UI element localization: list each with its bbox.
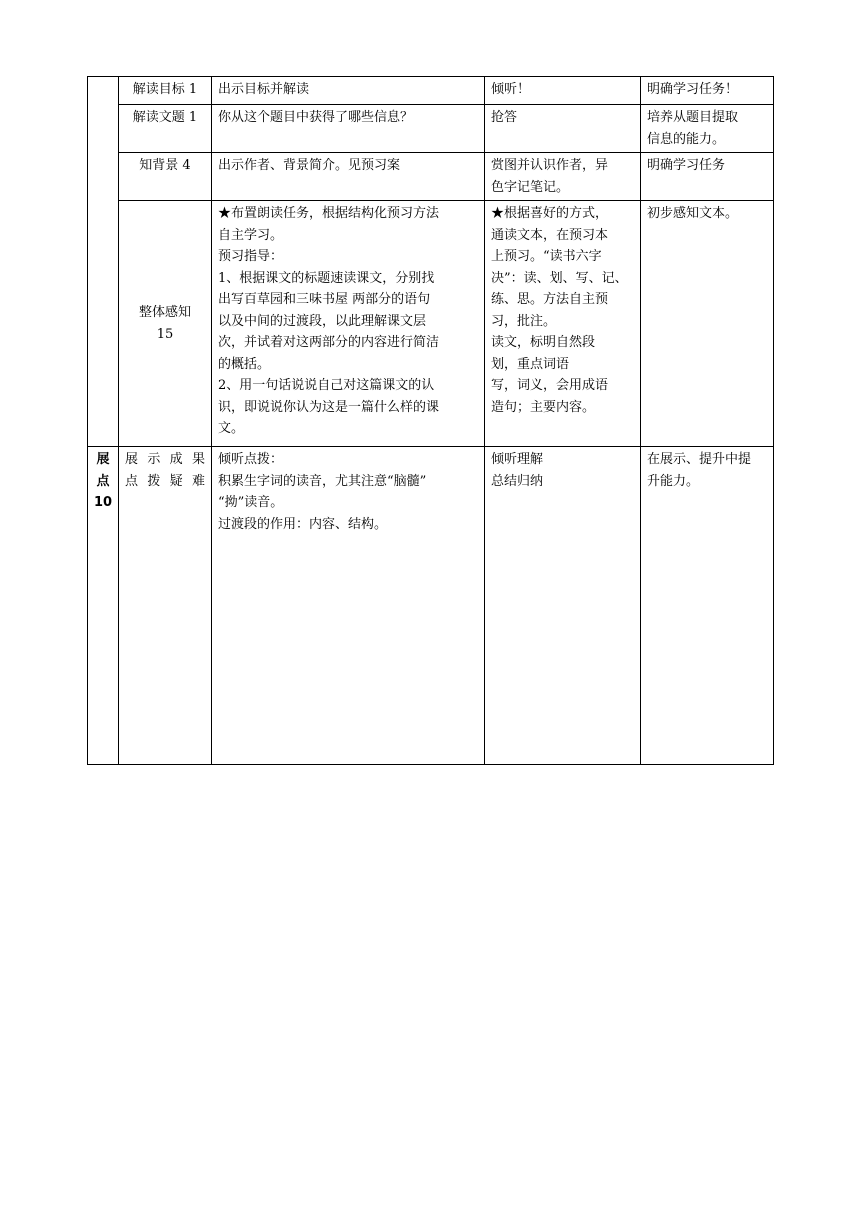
teacher-activity-text: 过渡段的作用：内容、结构。 xyxy=(218,516,388,532)
teacher-activity-cell xyxy=(212,201,485,447)
step-label: 知背景 4 xyxy=(139,158,191,173)
design-intent-text: 培养从题目提取 xyxy=(647,110,739,125)
stage-cell xyxy=(88,77,119,447)
teacher-activity-text: 积累生字词的读音，尤其注意“脑髓” xyxy=(218,473,427,489)
teacher-activity-text: 以及中间的过渡段，以此理解课文层 xyxy=(218,313,427,329)
student-activity-text: 抢答 xyxy=(491,110,518,125)
student-activity-text: 通读文本，在预习本 xyxy=(491,227,609,243)
teacher-activity-text: 倾听点拨： xyxy=(218,452,284,467)
student-activity-cell xyxy=(485,153,641,201)
design-intent-text: 初步感知文本。 xyxy=(647,206,739,221)
step-cell xyxy=(119,201,212,447)
step-label: 解读目标 1 xyxy=(132,82,198,97)
student-activity-text: 倾听！ xyxy=(491,82,531,97)
student-activity-text: ★根据喜好的方式， xyxy=(491,206,609,221)
design-intent-text: 明确学习任务！ xyxy=(647,82,739,97)
step-cell xyxy=(119,447,212,765)
design-intent-text: 升能力。 xyxy=(647,473,700,489)
student-activity-cell xyxy=(485,77,641,105)
design-intent-cell xyxy=(641,77,774,105)
student-activity-cell xyxy=(485,201,641,447)
student-activity-cell xyxy=(485,105,641,153)
step-label: 15 xyxy=(156,326,174,342)
lesson-plan-table xyxy=(87,76,774,765)
teacher-activity-cell xyxy=(212,77,485,105)
design-intent-text: 在展示、提升中提 xyxy=(647,452,752,467)
design-intent-cell xyxy=(641,153,774,201)
student-activity-text: 写，词义，会用成语 xyxy=(491,378,609,393)
student-activity-text: 练、思。方法自主预 xyxy=(491,292,609,307)
teacher-activity-text: ★布置朗读任务，根据结构化预习方法 xyxy=(218,206,440,221)
table-row xyxy=(88,447,774,765)
stage-cell xyxy=(88,447,119,765)
student-activity-text: 赏图并认识作者，异 xyxy=(491,158,609,173)
step-cell xyxy=(119,153,212,201)
step-label: 点拨疑难 xyxy=(125,473,205,489)
student-activity-text: 读文，标明自然段 xyxy=(491,335,596,350)
design-intent-cell xyxy=(641,201,774,447)
table-row xyxy=(88,105,774,153)
teacher-activity-cell xyxy=(212,105,485,153)
design-intent-text: 明确学习任务 xyxy=(647,158,726,173)
design-intent-cell xyxy=(641,105,774,153)
teacher-activity-text: 你从这个题目中获得了哪些信息？ xyxy=(218,110,414,125)
student-activity-text: 划，重点词语 xyxy=(491,356,570,372)
teacher-activity-text: 自主学习。 xyxy=(218,227,284,243)
teacher-activity-text: 出示目标并解读 xyxy=(218,82,310,97)
stage-label: 点 xyxy=(96,473,110,489)
teacher-activity-cell xyxy=(212,153,485,201)
student-activity-text: 习，批注。 xyxy=(491,313,557,329)
student-activity-text: 色字记笔记。 xyxy=(491,179,570,195)
teacher-activity-text: 次，并试着对这两部分的内容进行简洁 xyxy=(218,335,440,350)
design-intent-text: 信息的能力。 xyxy=(647,131,726,147)
student-activity-text: 倾听理解 xyxy=(491,452,544,467)
teacher-activity-text: 预习指导： xyxy=(218,249,284,264)
teacher-activity-text: 的概括。 xyxy=(218,356,271,372)
teacher-activity-text: 2、用一句话说说自己对这篇课文的认 xyxy=(218,378,435,393)
teacher-activity-text: 文。 xyxy=(218,421,245,436)
teacher-activity-text: 出示作者、背景简介。见预习案 xyxy=(218,158,401,173)
step-cell xyxy=(119,105,212,153)
step-label: 展 示 成 果 xyxy=(125,452,205,467)
stage-label: 展 xyxy=(96,452,110,467)
student-activity-text: 总结归纳 xyxy=(491,473,544,489)
student-activity-cell xyxy=(485,447,641,765)
table-row xyxy=(88,201,774,447)
step-cell xyxy=(119,77,212,105)
teacher-activity-text: 出写百草园和三味书屋 两部分的语句 xyxy=(218,292,431,307)
step-label: 整体感知 xyxy=(138,305,191,320)
teacher-activity-text: 识，即说说你认为这是一篇什么样的课 xyxy=(218,399,440,415)
table-row xyxy=(88,77,774,105)
teacher-activity-text: “拗”读音。 xyxy=(218,495,284,510)
teacher-activity-text: 1、根据课文的标题速读课文，分别找 xyxy=(218,270,435,286)
stage-label: 10 xyxy=(94,495,113,510)
student-activity-text: 上预习。“读书六字 xyxy=(491,249,602,264)
step-label: 解读文题 1 xyxy=(132,110,198,125)
teacher-activity-cell xyxy=(212,447,485,765)
table-row xyxy=(88,153,774,201)
student-activity-text: 造句；主要内容。 xyxy=(491,399,596,415)
student-activity-text: 决”：读、划、写、记、 xyxy=(491,270,628,286)
design-intent-cell xyxy=(641,447,774,765)
